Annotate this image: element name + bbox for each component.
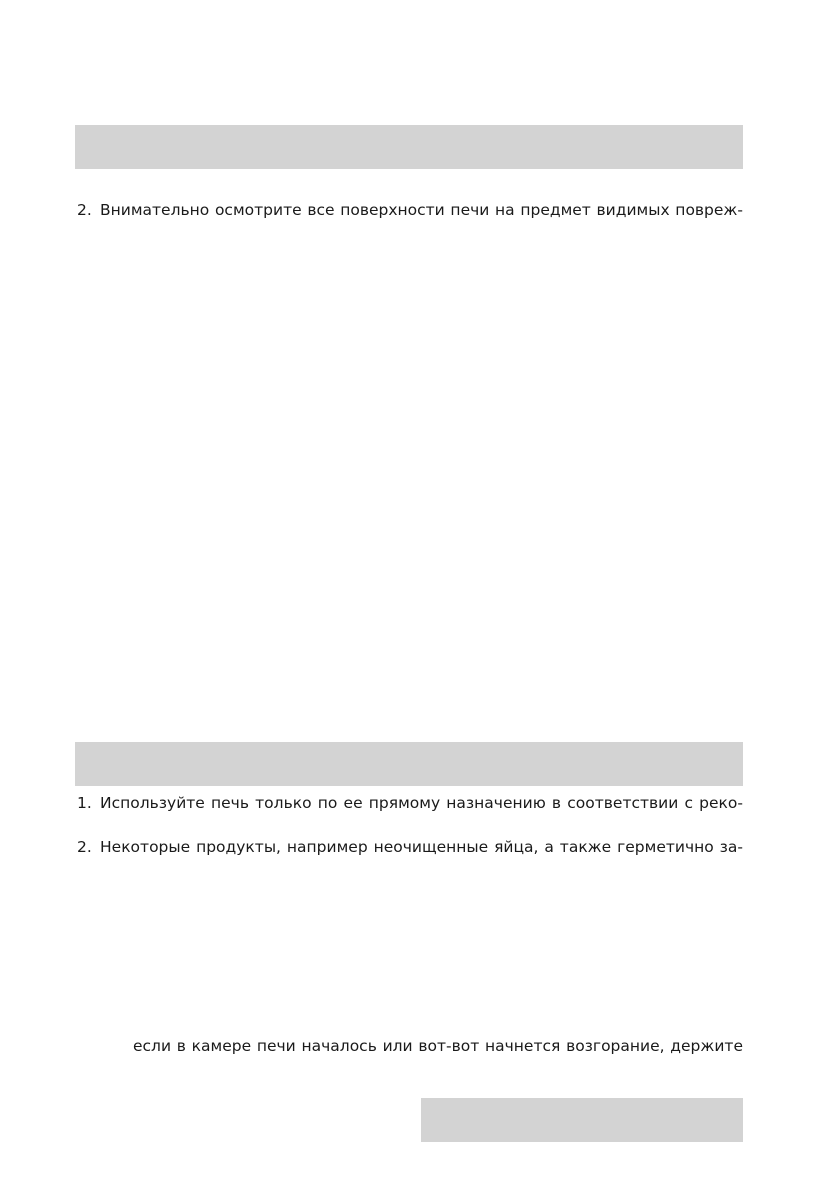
list-item-number: 1. [77,794,92,812]
paragraph-continuation: если в камере печи началось или вот-вот начнется возгорание, держите [133,1037,743,1055]
list-item-text: Некоторые продукты, например неочищенные яйца, а также герметично за- [100,838,743,856]
list-item [77,200,743,220]
list-item [77,837,743,857]
list-item [77,793,743,813]
section-header-band [75,742,743,786]
list-item-number: 2. [77,838,92,856]
list-item-number: 2. [77,201,92,219]
list-item-text: Внимательно осмотрите все поверхности печи на предмет видимых повреж- [100,201,743,219]
section-header-band [75,125,743,169]
footer-band [421,1098,743,1142]
list-item-text: Используйте печь только по ее прямому назначению в соответствии с реко- [100,794,743,812]
